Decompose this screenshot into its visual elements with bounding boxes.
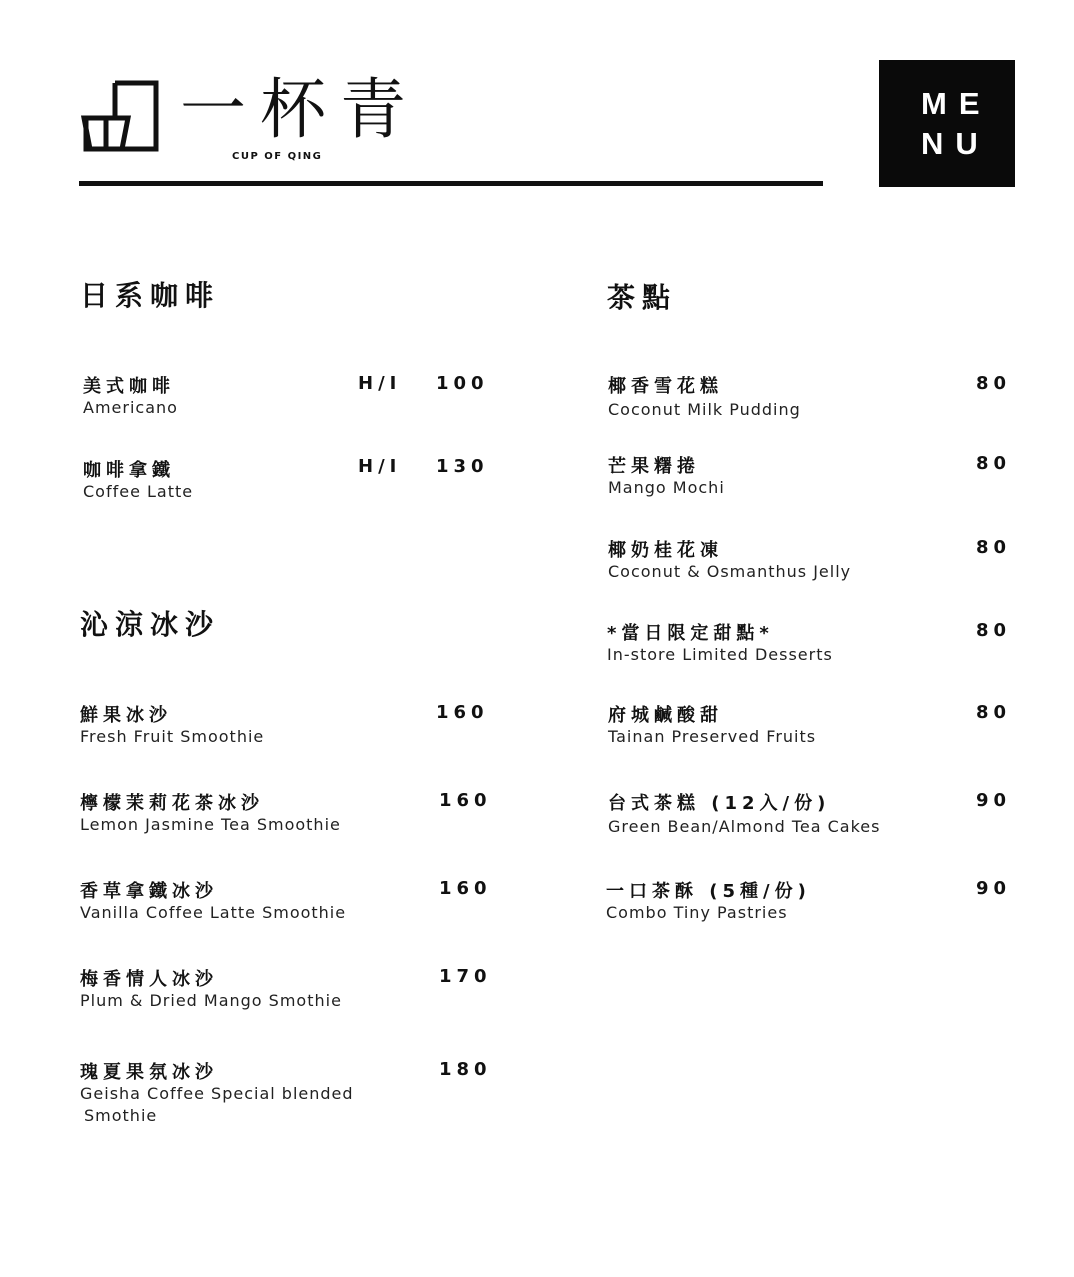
item-price: 180 [439,1059,492,1080]
header-divider [79,181,823,186]
item-name-en: Mango Mochi [608,478,725,497]
item-name-cn: 咖啡拿鐵 [83,460,175,481]
menu-badge [879,60,1015,187]
item-name-en: Geisha Coffee Special blended [80,1084,354,1103]
item-name-cn: 鮮果冰沙 [80,705,172,726]
item-name-en: Coffee Latte [83,482,194,501]
item-name-cn: 瑰夏果氛冰沙 [80,1062,218,1083]
item-name-cn: 台式茶糕 (12入/份) [608,793,831,814]
section-title-smoothies: 沁涼冰沙 [80,608,221,641]
item-name-en: Coconut Milk Pudding [608,400,801,419]
item-name-en: Green Bean/Almond Tea Cakes [608,817,881,836]
item-name-en: Plum & Dried Mango Smothie [80,991,342,1010]
item-price: 90 [976,790,1012,811]
brand-name-cn: 一杯青 [180,71,420,148]
item-name-en: Lemon Jasmine Tea Smoothie [80,815,341,834]
item-price: 160 [439,790,492,811]
item-name-cn: 香草拿鐵冰沙 [80,881,218,902]
brand-name-en: CUP OF QING [232,151,323,162]
item-name-cn: 椰奶桂花凍 [608,540,723,561]
item-price: 170 [439,966,492,987]
item-name-cn: *當日限定甜點* [607,623,774,644]
item-name-en: Combo Tiny Pastries [606,903,788,922]
item-name-en: Tainan Preserved Fruits [608,727,817,746]
item-price: 80 [976,373,1012,394]
item-name-cn: 一口茶酥 (5種/份) [606,881,811,902]
item-name-cn: 府城鹹酸甜 [608,705,723,726]
item-name-cn: 梅香情人冰沙 [80,969,218,990]
section-title-desserts: 茶點 [607,281,678,314]
item-option: H/I [358,456,402,477]
item-name-en: Fresh Fruit Smoothie [80,727,265,746]
menu-badge-line2: NU [921,126,990,161]
item-price: 80 [976,537,1012,558]
item-name-en: Vanilla Coffee Latte Smoothie [80,903,347,922]
item-name-cn: 檸檬茉莉花茶冰沙 [80,793,264,814]
item-price: 80 [976,453,1012,474]
item-name-cn: 美式咖啡 [83,376,175,397]
item-name-en: Coconut & Osmanthus Jelly [608,562,852,581]
cup-logo-icon [80,80,160,152]
item-name-en: Americano [83,398,178,417]
item-name-cn: 芒果糬捲 [608,456,700,477]
item-price: 80 [976,620,1012,641]
item-name-en-cont: Smothie [84,1106,158,1125]
item-name-en: In-store Limited Desserts [607,645,833,664]
item-name-cn: 椰香雪花糕 [608,376,723,397]
menu-badge-line1: ME [921,86,992,121]
item-price: 90 [976,878,1012,899]
item-price: 160 [436,702,489,723]
item-price: 160 [439,878,492,899]
section-title-coffee: 日系咖啡 [80,279,221,312]
item-price: 80 [976,702,1012,723]
item-price: 100 [436,373,489,394]
item-price: 130 [436,456,489,477]
item-option: H/I [358,373,402,394]
